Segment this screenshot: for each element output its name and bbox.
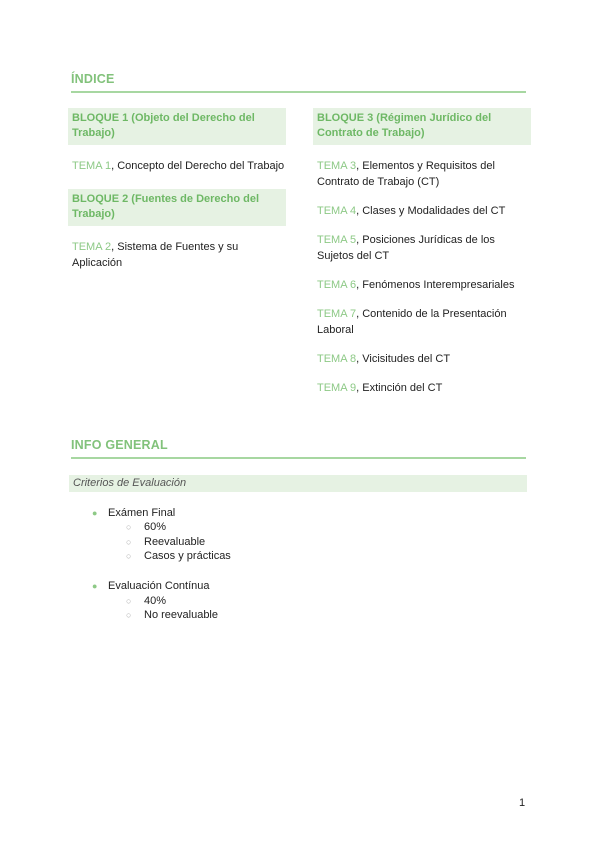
tema-item-3 (317, 158, 531, 190)
block-header-1: BLOQUE 1 (Objeto del Derecho del Trabajo) (68, 108, 286, 145)
tema-item-8 (317, 351, 531, 367)
list-item (92, 506, 175, 520)
sub-list-item (126, 549, 231, 563)
indice-right-column (313, 108, 531, 396)
tema-text: , Clases y Modalidades del CT (356, 205, 506, 217)
block-header-2: BLOQUE 2 (Fuentes de Derecho del Trabajo) (68, 189, 286, 226)
hollow-bullet-icon: ○ (126, 522, 132, 532)
tema-code: TEMA 4 (317, 205, 357, 217)
list-item-label: Evaluación Contínua (108, 580, 210, 592)
criterios-header: Criterios de Evaluación (69, 475, 527, 492)
tema-text: , Vicisitudes del CT (356, 353, 451, 365)
tema-code: TEMA 7 (317, 308, 357, 320)
block-header-3: BLOQUE 3 (Régimen Jurídico del Contrato de Trabajo) (313, 108, 531, 145)
indice-left-column (68, 108, 286, 271)
tema-code: TEMA 1 (72, 160, 112, 172)
indice-title: ÍNDICE (71, 72, 526, 93)
sub-list-item-label: No reevaluable (144, 609, 218, 621)
tema-code: TEMA 3 (317, 160, 357, 172)
tema-text: , Contenido de la Presentación Laboral (317, 308, 507, 336)
tema-code: TEMA 8 (317, 353, 357, 365)
tema-text: , Concepto del Derecho del Trabajo (111, 160, 285, 172)
tema-item-5 (317, 232, 531, 264)
filled-bullet-icon: ● (92, 581, 98, 591)
sub-list-item-label: 60% (144, 521, 167, 533)
tema-text: , Sistema de Fuentes y su Aplicación (72, 241, 239, 269)
tema-item-2 (72, 239, 286, 271)
hollow-bullet-icon: ○ (126, 537, 132, 547)
tema-item-9 (317, 380, 531, 396)
hollow-bullet-icon: ○ (126, 596, 132, 606)
list-item (92, 579, 210, 593)
tema-text: , Elementos y Requisitos del Contrato de Trabajo (CT) (317, 160, 495, 188)
tema-code: TEMA 9 (317, 382, 357, 394)
tema-text: , Extinción del CT (356, 382, 443, 394)
info-general-title: INFO GENERAL (71, 438, 526, 459)
tema-code: TEMA 2 (72, 241, 112, 253)
tema-item-4 (317, 203, 531, 219)
sub-list-item-label: Reevaluable (144, 536, 206, 548)
page-number: 1 (519, 797, 526, 809)
tema-text: , Fenómenos Interempresariales (356, 279, 515, 291)
tema-code: TEMA 6 (317, 279, 357, 291)
tema-text: , Posiciones Jurídicas de los Sujetos del CT (317, 234, 495, 262)
tema-item-7 (317, 306, 531, 338)
sub-list-item (126, 520, 166, 534)
tema-item-6 (317, 277, 531, 293)
hollow-bullet-icon: ○ (126, 551, 132, 561)
hollow-bullet-icon: ○ (126, 610, 132, 620)
sub-list-item-label: 40% (144, 595, 167, 607)
filled-bullet-icon: ● (92, 508, 98, 518)
list-item-label: Exámen Final (108, 507, 176, 519)
sub-list-item (126, 594, 166, 608)
sub-list-item-label: Casos y prácticas (144, 550, 231, 562)
sub-list-item (126, 608, 218, 622)
tema-code: TEMA 5 (317, 234, 357, 246)
tema-item-1 (72, 158, 286, 174)
sub-list-item (126, 535, 205, 549)
